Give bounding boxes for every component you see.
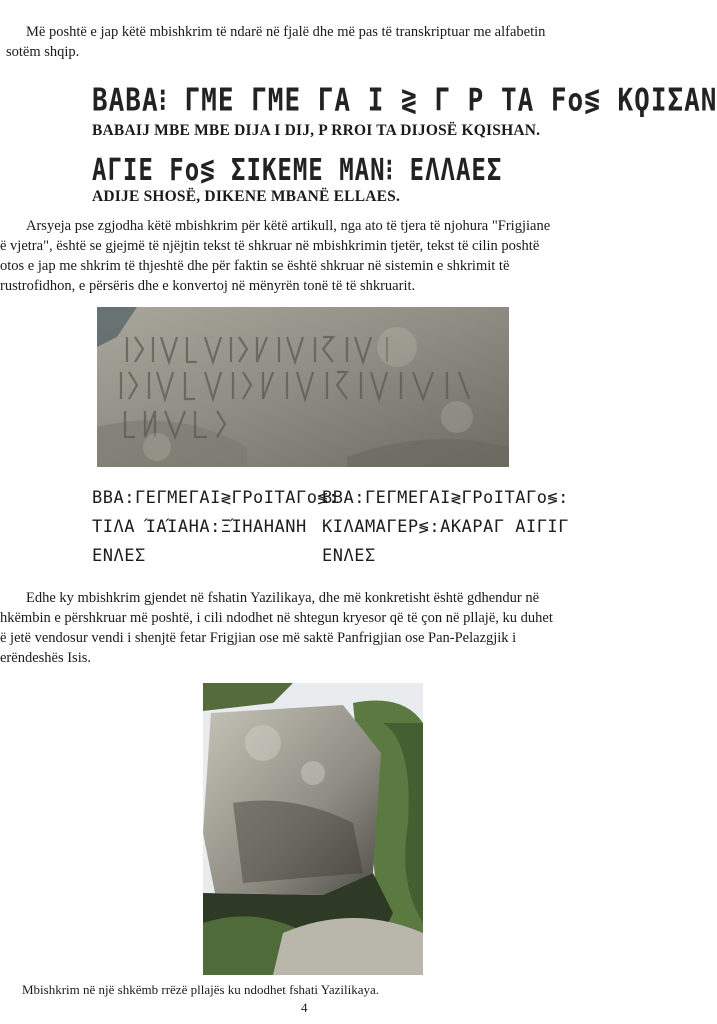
transcription-left-line-1: BBA:ΓΕΓΜΕΓΑΙ≷ΓΡοΙΤΑΓο≶:: [92, 488, 339, 508]
rock-photo: [203, 683, 423, 975]
inscription-2-runes: [92, 152, 503, 188]
intro-paragraph: [0, 22, 660, 62]
transcription-right-line-3: ΕΝΛΕΣ: [322, 546, 376, 566]
transcription-right-line-2: ΚΙΛΑΜΑΓΕΡ≶:ΑΚΑΡΑΓ ΑΙΓΙΓ: [322, 517, 569, 537]
inscription-1-runes-text: ΒΑΒΑ⁝ ΓΜΕ ΓΜΕ ΓΑ Ι ≷ Γ Ρ TA Ϝο≶ ΚϘΙΣΑΝ: [92, 83, 717, 119]
para3-line-1: Edhe ky mbishkrim gjendet në fshatin Yazilikaya, dhe më konkretisht është gdhendur në: [26, 590, 540, 606]
stone-texture-image: [97, 307, 509, 467]
transcription-left-line-3: ΕΝΛΕΣ: [92, 546, 146, 566]
photo-caption: Mbishkrim në një shkëmb rrëzë pllajës ku ndodhet fshati Yazilikaya.: [22, 982, 380, 997]
inscription-1-runes: [92, 83, 717, 119]
inscription-2-transliteration: ADIJE SHOSË, DIKENE MBANË ELLAES.: [92, 188, 401, 205]
page-number: 4: [301, 1000, 308, 1015]
para3-line-4: erëndeshës Isis.: [0, 650, 92, 666]
paragraph-3: [0, 588, 660, 668]
intro-line-2: sotëm shqip.: [6, 44, 80, 60]
transcription-left-line-2: ΤΙΛΑ ΊΑΊΑΗΑ:ΞΊΗΑΗΑΝΗ: [92, 517, 307, 537]
para3-line-2: hkëmbin e përshkruar më poshtë, i cili ndodhet në shtegun kryesor që të çon në pllajë, ku duhet: [0, 610, 553, 626]
paragraph-2: [0, 216, 660, 296]
transcription-right-line-1: BBA:ΓΕΓΜΕΓΑΙ≷ΓΡοΙΤΑΓο≶:: [322, 488, 569, 508]
para2-line-2: ë vjetra", është se gjejmë të njëjtin tekst të shkruar në mbishkrimin tjetër, tekst të cilin poshtë: [0, 238, 540, 254]
intro-line-1: Më poshtë e jap këtë mbishkrim të ndarë në fjalë dhe më pas të transkriptuar me alfabetin: [26, 24, 546, 40]
inscription-1-transliteration: BABAIJ MBE MBE DIJA I DIJ, P RROI TA DIJOSË KQISHAN.: [92, 122, 541, 139]
rock-image: [203, 683, 423, 975]
para2-line-1: Arsyeja pse zgjodha këtë mbishkrim për këtë artikull, nga ato të tjera të njohura "Frigjiane: [26, 218, 551, 234]
para2-line-3: otos e jap me shkrim të thjeshtë dhe për faktin se është shkruar në sistemin e shkrimit të: [0, 258, 510, 274]
stone-inscription-photo: [97, 307, 509, 467]
para2-line-4: rustrofidhon, e përsëris dhe e konvertoj në mënyrën tonë të të shkruarit.: [0, 278, 416, 294]
inscription-2-runes-text: ΑΓΙΕ Ϝο≶ ΣΙΚΕΜΕ ΜΑΝ⁝ ΕΛΛΑΕΣ: [92, 152, 503, 188]
para3-line-3: ë jetë vendosur vendi i shenjtë fetar Frigjian ose më saktë Panfrigjian ose Pan-Pelazgjik i: [0, 630, 517, 646]
